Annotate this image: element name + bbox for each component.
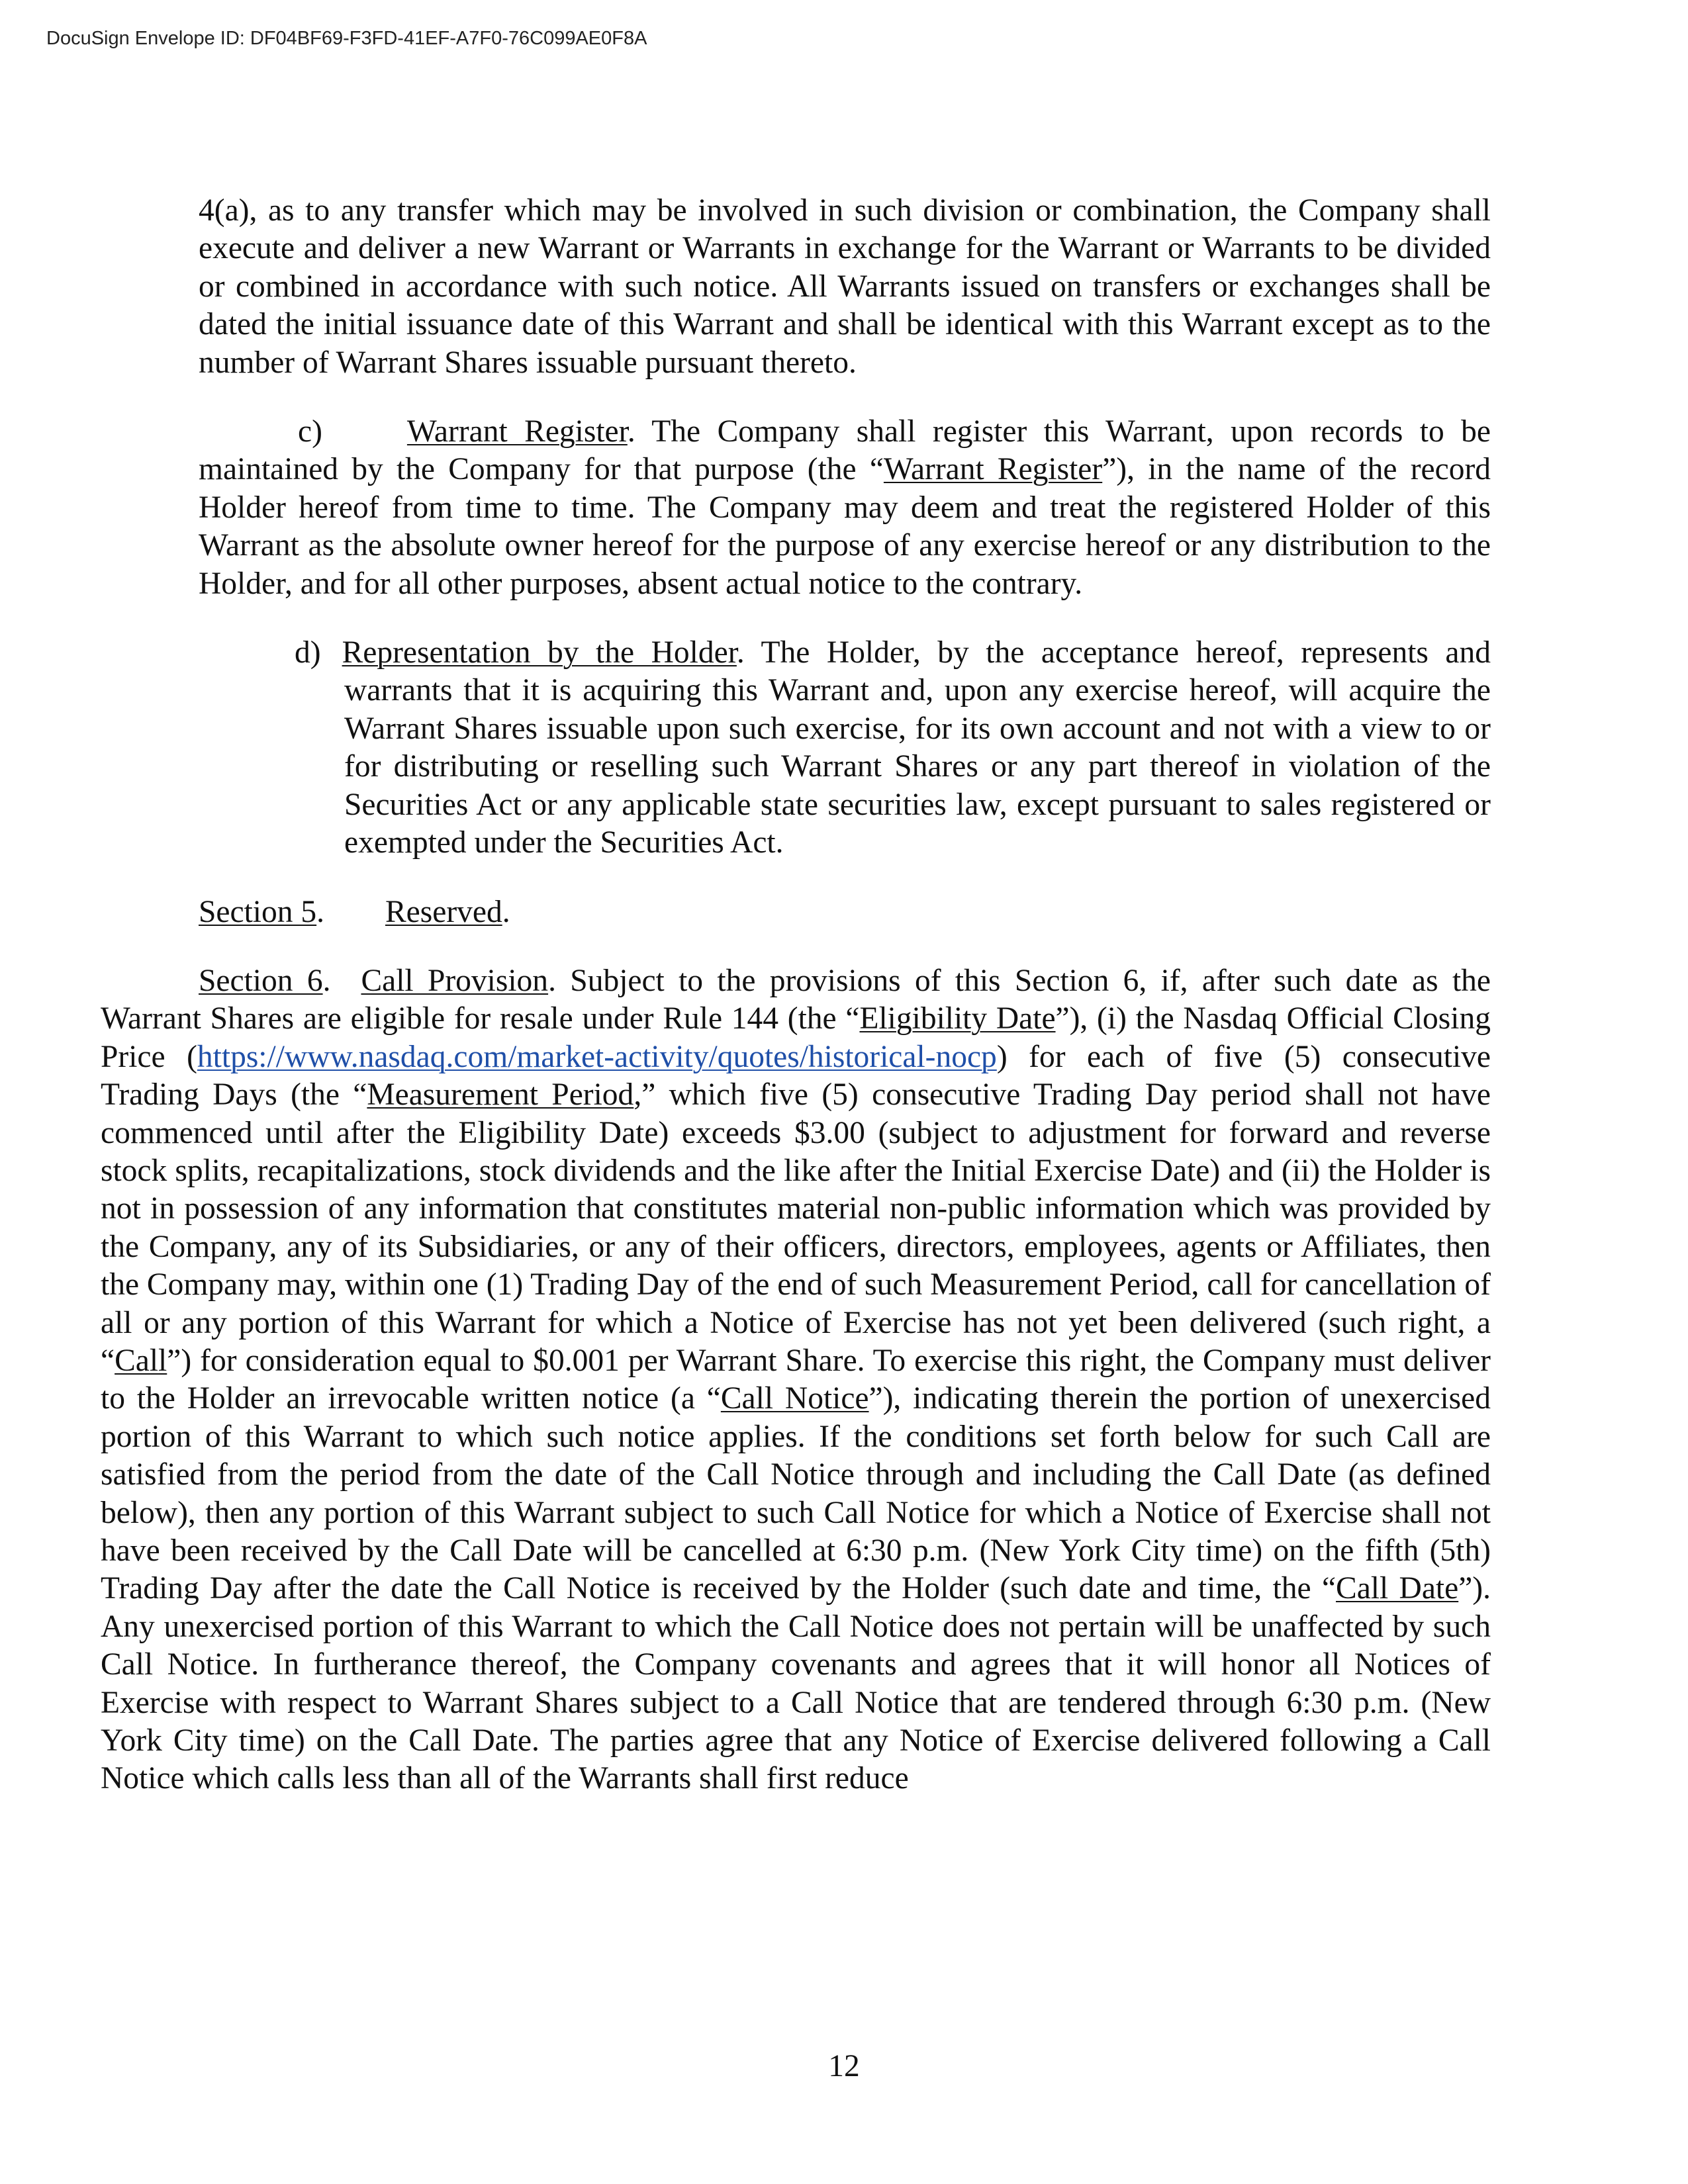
section-5-dot: . [316,894,324,929]
section-6-text-2: ”), (i) the Nasdaq Official Closing Price ( [101,1001,1491,1074]
section-5-end: . [502,894,510,929]
section-6-text-5: ”) for consideration equal to $0.001 per Warrant Share. To exercise this right, the Company must deliver to the Holder an irrevocable written notice (a “ [101,1343,1491,1416]
section-6-label: Section 6 [199,963,323,998]
section-6-text-7: ”). Any unexercised portion of this Warrant to which the Call Notice does not pertain will be unaffected by such Call Notice. In furtherance thereof, the Company covenants and agrees that it will honor all Notices of Exercise with respect to Warrant Shares subject to a Call Notice that are tendered through 6:30 p.m. (New York City time) on the Call Date. The parties agree that any Notice of Exercise delivered following a Call Notice which calls less than all of the Warrants shall first reduce [101,1571,1491,1796]
section-6-text-3: ) for each of five (5) consecutive Trading Days (the “ [101,1039,1491,1113]
page-number: 12 [828,2049,860,2083]
section-6-dot: . [322,963,331,998]
section-d-marker: d) [295,635,321,670]
section-c-text-2: ”), in the name of the record Holder hereof from time to time. The Company may deem and treat the registered Holder of this Warrant as the absolute owner hereof for the purpose of any exercise hereof or any distribution to the Holder, and for all other purposes, absent actual notice to the contrary. [199,452,1491,601]
section-c-heading: Warrant Register [406,414,628,449]
section-5-heading [199,893,1491,931]
section-d-heading: Representation by the Holder [342,635,737,670]
section-5-label: Section 5 [199,894,317,929]
section-6-text-6: ”), indicating therein the portion of unexercised portion of this Warrant to which such notice applies. If the conditions set forth below for such Call are satisfied from the period from the date of the Call Notice through and including the Call Date (as defined below), then any portion of this Warrant subject to such Call Notice for which a Notice of Exercise shall not have been received by the Call Date will be cancelled at 6:30 p.m. (New York City time) on the fifth (5th) Trading Day after the date the Call Notice is received by the Holder (such date and time, the “ [101,1381,1491,1606]
defined-term-eligibility-date: Eligibility Date [859,1001,1056,1036]
section-c-text-1: . The Company shall register this Warrant, upon records to be maintained by the Company for that purpose (the “ [199,414,1491,487]
section-6-text-4: ,” which five (5) consecutive Trading Day period shall not have commenced until after the Eligibility Date) exceeds $3.00 (subject to adjustment for forward and reverse stock splits, recapitalizations, stock dividends and the like after the Initial Exercise Date) and (ii) the Holder is not in possession of any information that constitutes material non-public information which was provided by the Company, any of its Subsidiaries, or any of their officers, directors, employees, agents or Affiliates, then the Company may, within one (1) Trading Day of the end of such Measurement Period, call for cancellation of all or any portion of this Warrant for which a Notice of Exercise has not yet been delivered (such right, a “ [101,1077,1491,1378]
docusign-envelope-id: DocuSign Envelope ID: DF04BF69-F3FD-41EF-A7F0-76C099AE0F8A [46,28,647,49]
paragraph-continuation: 4(a), as to any transfer which may be involved in such division or combination, the Company shall execute and deliver a new Warrant or Warrants in exchange for the Warrant or Warrants to be divided or combined in accordance with such notice. All Warrants issued on transfers or exchanges shall be dated the initial issuance date of this Warrant and shall be identical with this Warrant except as to the number of Warrant Shares issuable pursuant thereto. [199,193,1491,380]
defined-term-call: Call [115,1343,167,1378]
defined-term-call-date: Call Date [1336,1571,1459,1606]
paragraph-warrant-register [199,413,1491,603]
paragraph-call-provision [101,962,1491,1798]
defined-term-call-notice: Call Notice [720,1381,869,1416]
nasdaq-nocp-link[interactable]: https://www.nasdaq.com/market-activity/quotes/historical-nocp [197,1039,997,1074]
section-c-marker: c) [298,414,322,449]
section-d-text: . The Holder, by the acceptance hereof, represents and warrants that it is acquiring this Warrant and, upon any exercise hereof, will acquire the Warrant Shares issuable upon such exercise, for its own account and not with a view to or for distributing or reselling such Warrant Shares or any part thereof in violation of the Securities Act or any applicable state securities law, except pursuant to sales registered or exempted under the Securities Act. [344,635,1491,860]
paragraph-representation [199,634,1491,862]
section-5-title: Reserved [385,894,502,929]
defined-term-warrant-register: Warrant Register [883,452,1103,487]
section-6-title: Call Provision [361,963,549,998]
document-body [101,192,1491,1798]
section-6-text-1: . Subject to the provisions of this Section 6, if, after such date as the Warrant Shares are eligible for resale under Rule 144 (the “ [101,963,1491,1036]
defined-term-measurement-period: Measurement Period [367,1077,634,1113]
